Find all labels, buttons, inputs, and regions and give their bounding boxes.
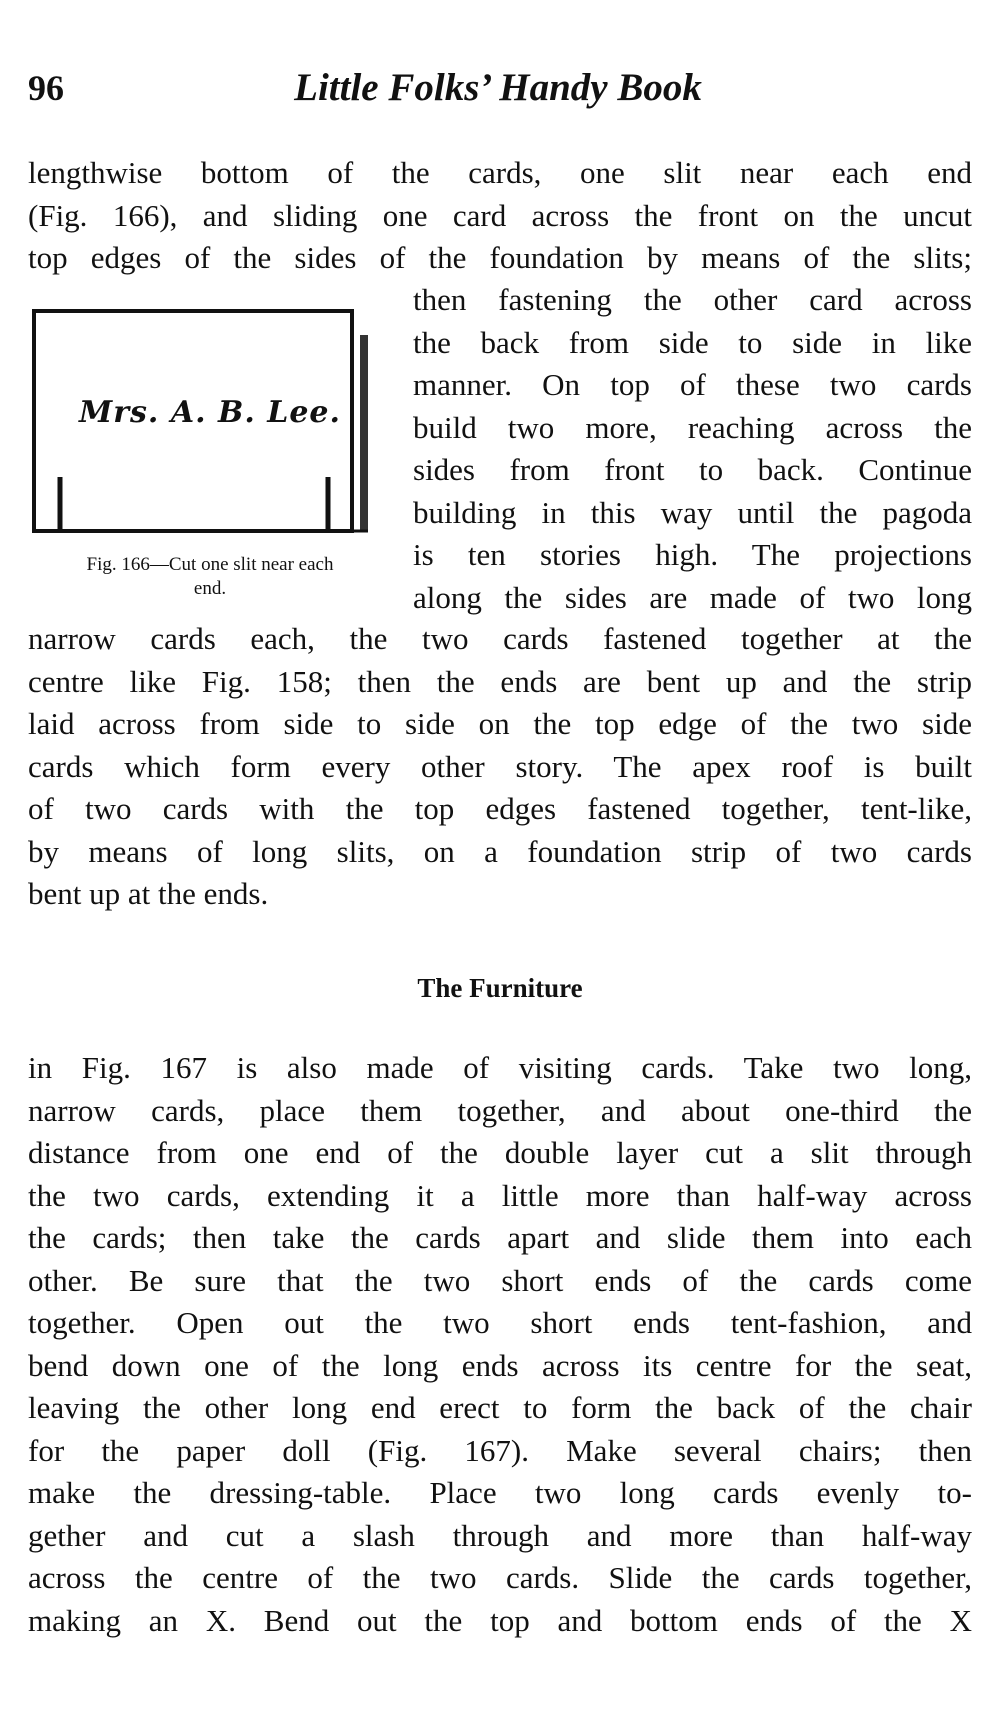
text-line: making an X. Bend out the top and bottom ends of the X	[28, 1602, 972, 1638]
text-line: lengthwise bottom of the cards, one slit near each end	[28, 155, 972, 190]
text-line: in Fig. 167 is also made of visiting cards. Take two long,	[28, 1050, 972, 1085]
text-line: sides from front to back. Continue	[413, 452, 972, 487]
text-line: distance from one end of the double layer cut a slit through	[28, 1135, 972, 1170]
page-header	[28, 58, 968, 118]
text-line: the cards; then take the cards apart and slide them into each	[28, 1220, 972, 1255]
card-name-text: Mrs. A. B. Lee.	[79, 395, 341, 430]
text-line: gether and cut a slash through and more than half-way	[28, 1517, 972, 1553]
text-line: for the paper doll (Fig. 167). Make several chairs; then	[28, 1432, 972, 1468]
page-number: 96	[28, 68, 64, 108]
text-line: narrow cards each, the two cards fastened together at the	[28, 621, 972, 656]
text-line: bent up at the ends.	[28, 876, 269, 911]
figure-caption	[30, 553, 390, 601]
text-line: laid across from side to side on the top edge of the two side	[28, 706, 972, 741]
caption-line: Fig. 166—Cut one slit near each	[86, 554, 334, 575]
text-line: manner. On top of these two cards	[413, 367, 972, 402]
text-line: cards which form every other story. The apex roof is built	[28, 748, 972, 784]
text-line: building in this way until the pagoda	[413, 494, 972, 530]
text-line: then fastening the other card across	[413, 282, 972, 317]
text-line: along the sides are made of two long	[413, 579, 972, 615]
text-line: by means of long slits, on a foundation strip of two cards	[28, 833, 972, 869]
text-line: bend down one of the long ends across its centre for the seat,	[28, 1347, 972, 1383]
text-line: leaving the other long end erect to form the back of the chair	[28, 1390, 972, 1425]
text-line: is ten stories high. The projections	[413, 537, 972, 572]
text-line: top edges of the sides of the foundation by means of the slits;	[28, 240, 972, 275]
text-line: narrow cards, place them together, and about one-third the	[28, 1092, 972, 1128]
text-line: other. Be sure that the two short ends of the cards come	[28, 1262, 972, 1298]
text-line: across the centre of the two cards. Slide the cards together,	[28, 1560, 972, 1595]
text-line: build two more, reaching across the	[413, 409, 972, 445]
text-line: together. Open out the two short ends tent-fashion, and	[28, 1305, 972, 1340]
text-line: (Fig. 166), and sliding one card across the front on the uncut	[28, 197, 972, 233]
paragraph-1-wrapped-column	[413, 279, 972, 619]
running-title: Little Folks’ Handy Book	[294, 66, 702, 109]
figure-166	[30, 305, 390, 599]
text-line: the back from side to side in like	[413, 324, 972, 360]
caption-line: end.	[193, 578, 227, 599]
paragraph-2	[28, 618, 972, 916]
text-line: of two cards with the top edges fastened together, tent-like,	[28, 791, 972, 826]
text-line: centre like Fig. 158; then the ends are bent up and the strip	[28, 663, 972, 699]
paragraph-3	[28, 1047, 972, 1642]
text-line: the two cards, extending it a little more than half-way across	[28, 1177, 972, 1213]
section-heading: The Furniture	[417, 973, 583, 1003]
paragraph-1-full-width	[28, 152, 972, 280]
text-line: make the dressing-table. Place two long cards evenly to-	[28, 1475, 972, 1510]
card-edge-shading	[360, 335, 368, 531]
